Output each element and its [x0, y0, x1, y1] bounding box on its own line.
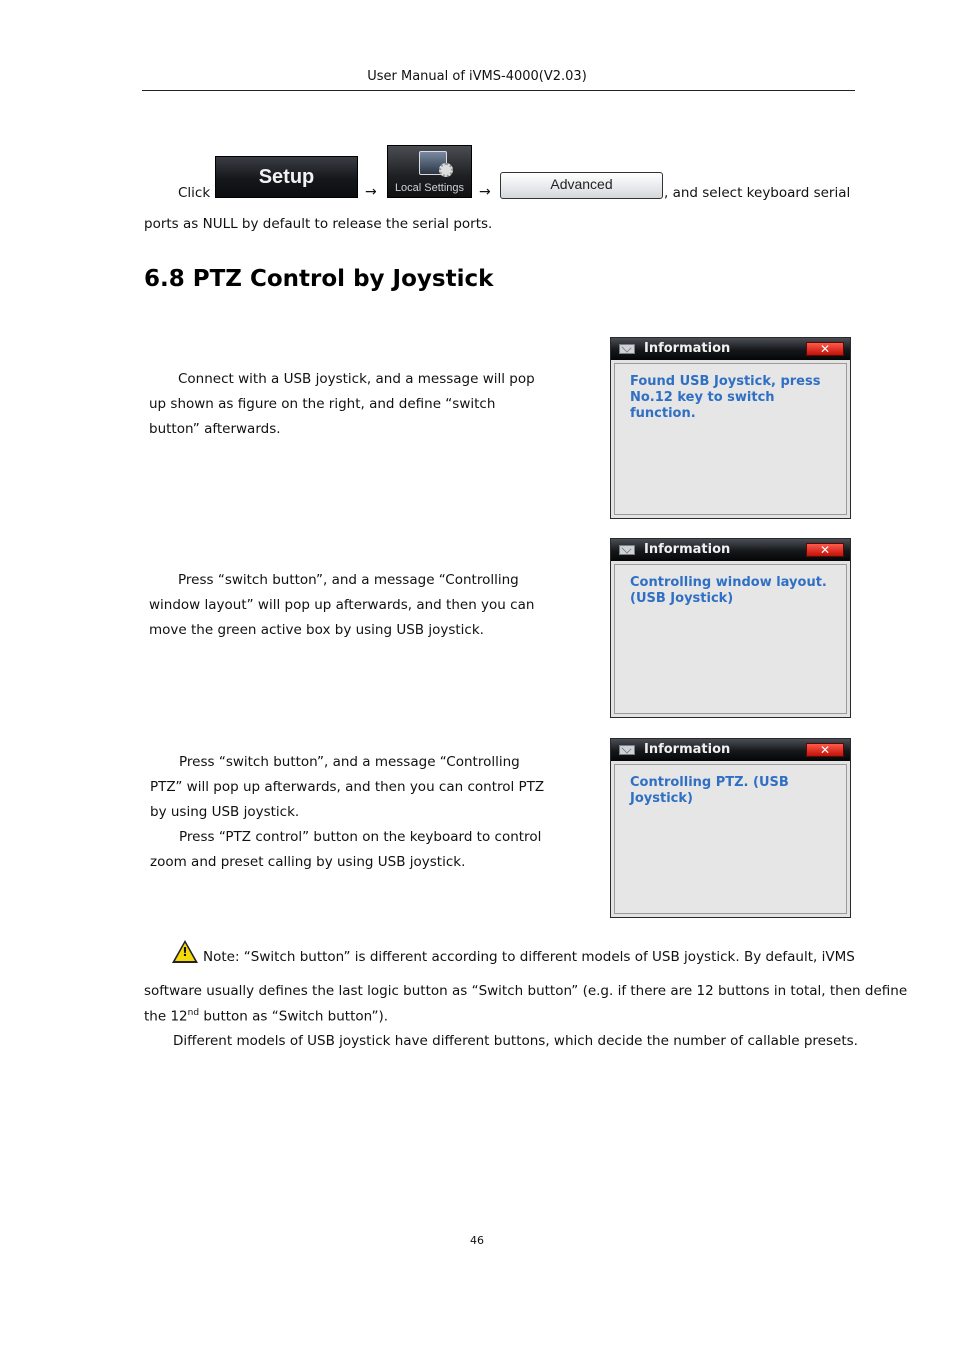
dialog-titlebar	[611, 739, 850, 761]
arrow-right-icon: →	[479, 184, 491, 200]
note-line3-sup: nd	[187, 1008, 200, 1018]
step3-line: by using USB joystick.	[150, 804, 300, 820]
step2-line: Press “switch button”, and a message “Controlling	[178, 572, 519, 588]
step3-line: Press “PTZ control” button on the keyboard to control	[179, 829, 542, 845]
step3-line: Press “switch button”, and a message “Controlling	[179, 754, 520, 770]
dialog-titlebar	[611, 338, 850, 360]
dialog-message: Controlling window layout. (USB Joystick)	[630, 575, 827, 606]
step3-line: PTZ” will pop up afterwards, and then you can control PTZ	[150, 779, 545, 795]
page-number: 46	[470, 1234, 484, 1247]
note-line3-b: button as “Switch button”).	[199, 1008, 389, 1025]
dialog-title: Information	[644, 542, 731, 557]
warning-icon-mark: !	[182, 945, 188, 959]
info-dialog-usb-found	[610, 337, 851, 519]
intro-line1-tail: , and select keyboard serial	[664, 185, 851, 201]
envelope-icon	[619, 745, 635, 755]
note-line4: Different models of USB joystick have different buttons, which decide the number of callable presets.	[173, 1033, 858, 1049]
note-line2: software usually defines the last logic button as “Switch button” (e.g. if there are 12 buttons in total, then define	[144, 983, 908, 999]
arrow-right-icon: →	[365, 184, 377, 200]
header-divider	[142, 90, 855, 91]
step1-line: up shown as figure on the right, and define “switch	[149, 396, 496, 412]
page-header: User Manual of iVMS-4000(V2.03)	[367, 69, 587, 84]
note-line3-a: the 12	[144, 1008, 188, 1025]
step3-line: zoom and preset calling by using USB joystick.	[150, 854, 466, 870]
click-label: Click	[178, 185, 211, 201]
step1-line: button” afterwards.	[149, 421, 281, 437]
dialog-title: Information	[644, 742, 731, 757]
step2-line: move the green active box by using USB joystick.	[149, 622, 484, 638]
dialog-body	[614, 564, 847, 714]
dialog-body	[614, 764, 847, 914]
step2-text	[149, 568, 534, 643]
note-line1: Note: “Switch button” is different according to different models of USB joystick. By default, iVMS	[203, 949, 855, 965]
dialog-message: Found USB Joystick, press No.12 key to switch function.	[630, 374, 821, 421]
step1-text	[149, 367, 535, 442]
step3-text	[150, 750, 544, 875]
close-button[interactable]: ✕	[806, 543, 844, 557]
section-title: 6.8 PTZ Control by Joystick	[144, 266, 494, 292]
info-dialog-window-layout	[610, 538, 851, 718]
advanced-button[interactable]: Advanced	[500, 172, 663, 199]
local-settings-label: Local Settings	[394, 182, 465, 194]
setup-button[interactable]: Setup	[215, 156, 358, 198]
local-settings-button[interactable]	[387, 145, 472, 198]
dialog-titlebar	[611, 539, 850, 561]
dialog-message: Controlling PTZ. (USB Joystick)	[630, 775, 789, 806]
note-line3	[144, 1008, 388, 1025]
dialog-title: Information	[644, 341, 731, 356]
gear-icon	[439, 163, 453, 177]
close-button[interactable]: ✕	[806, 743, 844, 757]
envelope-icon	[619, 344, 635, 354]
info-dialog-ptz	[610, 738, 851, 918]
dialog-body	[614, 363, 847, 515]
intro-line2: ports as NULL by default to release the serial ports.	[144, 216, 493, 232]
envelope-icon	[619, 545, 635, 555]
step2-line: window layout” will pop up afterwards, and then you can	[149, 597, 535, 613]
close-button[interactable]: ✕	[806, 342, 844, 356]
step1-line: Connect with a USB joystick, and a message will pop	[178, 371, 535, 387]
